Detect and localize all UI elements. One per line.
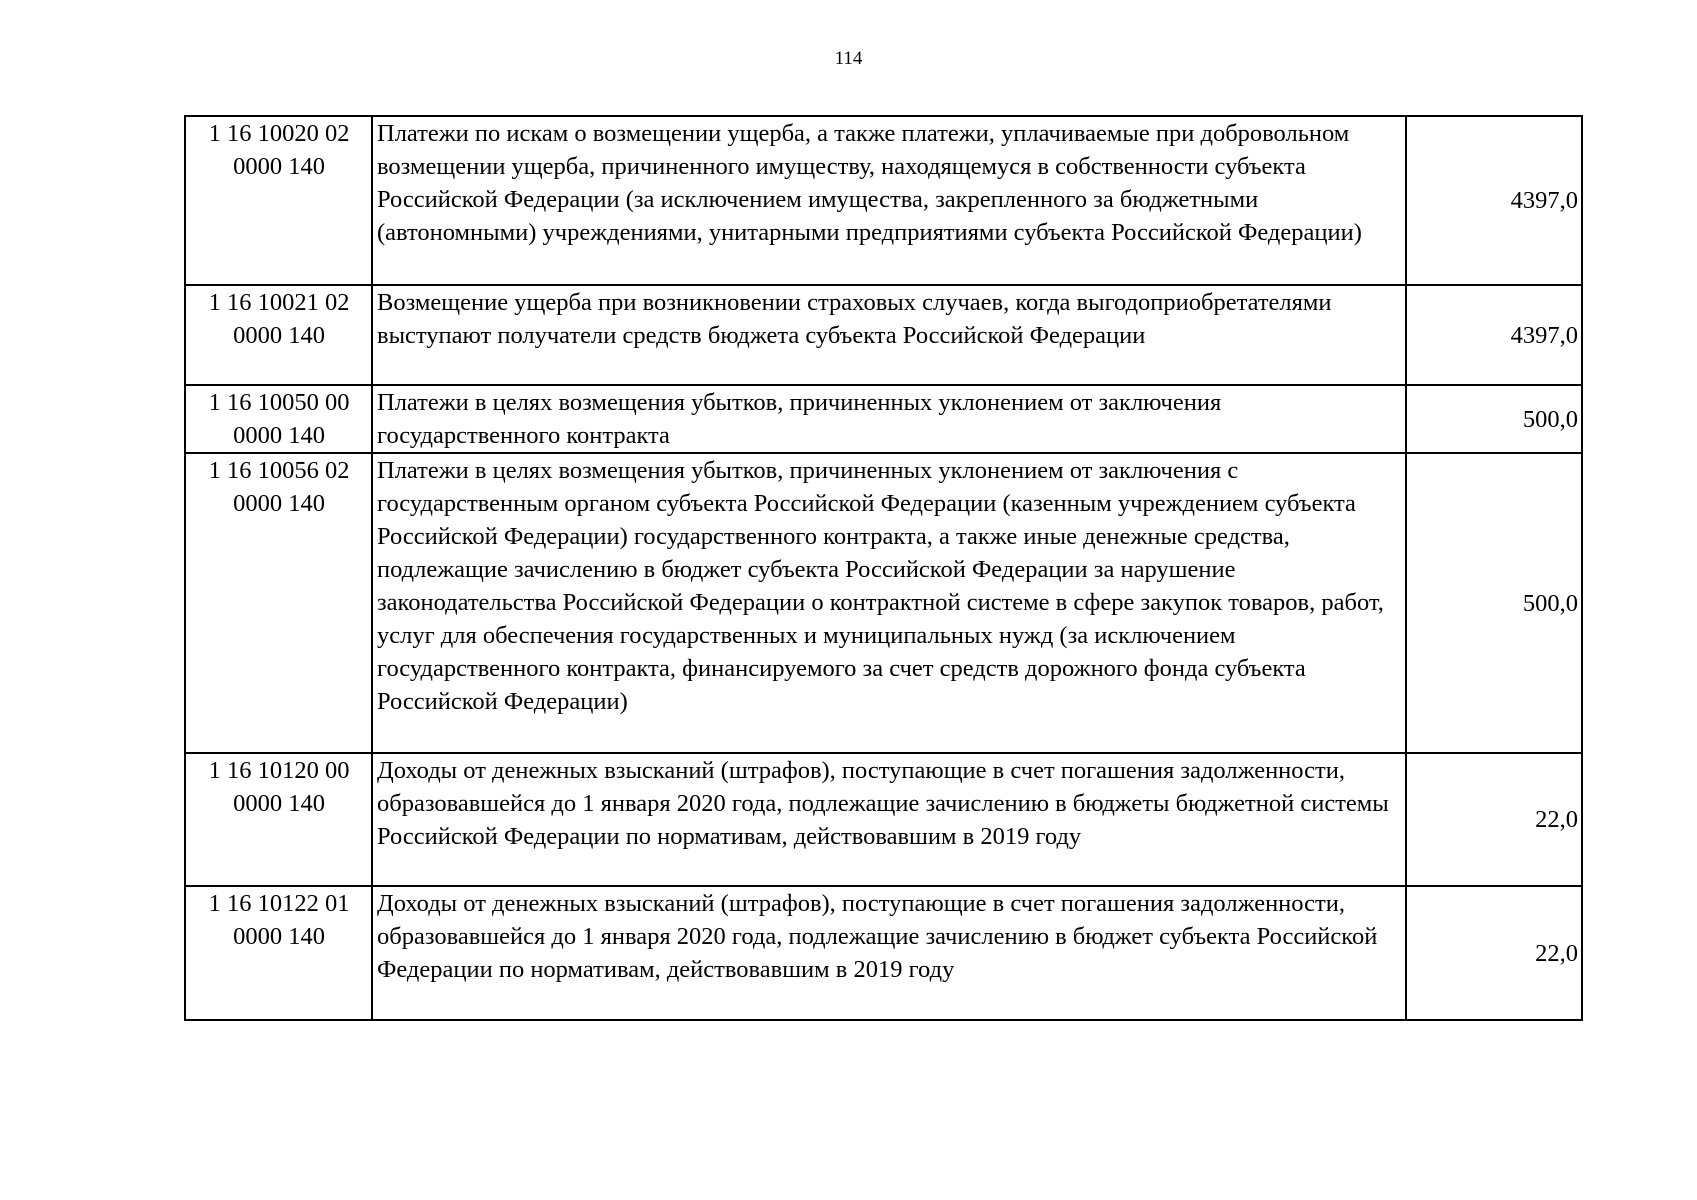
budget-code-cell: [185, 453, 372, 753]
table-row: [185, 385, 1582, 453]
table-row: [185, 453, 1582, 753]
budget-code-line: 1 16 10120 00: [208, 757, 350, 784]
budget-code-line: 0000 140: [233, 422, 325, 449]
amount-cell: 500,0: [1406, 385, 1582, 453]
description-cell: Доходы от денежных взысканий (штрафов), поступающие в счет погашения задолженности, образовавшейся до 1 января 2020 года, подлежащие зачислению в бюджеты бюджетной системы Российской Федерации по нормативам, действовавшим в 2019 году: [372, 753, 1406, 886]
table-row: [185, 285, 1582, 385]
description-cell: Платежи в целях возмещения убытков, причиненных уклонением от заключения государственного контракта: [372, 385, 1406, 453]
budget-code-cell: [185, 116, 372, 285]
budget-code-line: 1 16 10020 02: [208, 120, 350, 147]
budget-code-line: 0000 140: [233, 923, 325, 950]
budget-code-line: 1 16 10122 01: [208, 890, 350, 917]
budget-code-cell: [185, 385, 372, 453]
budget-code-line: 0000 140: [233, 322, 325, 349]
amount-cell: 22,0: [1406, 886, 1582, 1020]
budget-revenue-table: [184, 115, 1583, 1021]
budget-code-line: 1 16 10021 02: [208, 289, 350, 316]
budget-code-line: 1 16 10056 02: [208, 457, 350, 484]
budget-code-cell: [185, 285, 372, 385]
description-cell: Возмещение ущерба при возникновении страховых случаев, когда выгодоприобретателями выступают получатели средств бюджета субъекта Российской Федерации: [372, 285, 1406, 385]
description-cell: Доходы от денежных взысканий (штрафов), поступающие в счет погашения задолженности, образовавшейся до 1 января 2020 года, подлежащие зачислению в бюджет субъекта Российской Федерации по нормативам, действовавшим в 2019 году: [372, 886, 1406, 1020]
description-cell: Платежи в целях возмещения убытков, причиненных уклонением от заключения с государственным органом субъекта Российской Федерации (казенным учреждением субъекта Российской Федерации) государственного контракта, а также иные денежные средства, подлежащие зачислению в бюджет субъекта Российской Федерации за нарушение законодательства Российской Федерации о контрактной системе в сфере закупок товаров, работ, услуг для обеспечения государственных и муниципальных нужд (за исключением государственного контракта, финансируемого за счет средств дорожного фонда субъекта Российской Федерации): [372, 453, 1406, 753]
budget-code-line: 1 16 10050 00: [208, 389, 350, 416]
table-row: [185, 886, 1582, 1020]
amount-cell: 500,0: [1406, 453, 1582, 753]
budget-code-line: 0000 140: [233, 490, 325, 517]
amount-cell: 4397,0: [1406, 116, 1582, 285]
budget-code-cell: [185, 886, 372, 1020]
page-number: 114: [834, 48, 863, 69]
budget-code-line: 0000 140: [233, 790, 325, 817]
budget-code-line: 0000 140: [233, 153, 325, 180]
description-cell: Платежи по искам о возмещении ущерба, а также платежи, уплачиваемые при добровольном возмещении ущерба, причиненного имуществу, находящемуся в собственности субъекта Российской Федерации (за исключением имущества, закрепленного за бюджетными (автономными) учреждениями, унитарными предприятиями субъекта Российской Федерации): [372, 116, 1406, 285]
amount-cell: 4397,0: [1406, 285, 1582, 385]
table-row: [185, 116, 1582, 285]
amount-cell: 22,0: [1406, 753, 1582, 886]
table-row: [185, 753, 1582, 886]
budget-code-cell: [185, 753, 372, 886]
